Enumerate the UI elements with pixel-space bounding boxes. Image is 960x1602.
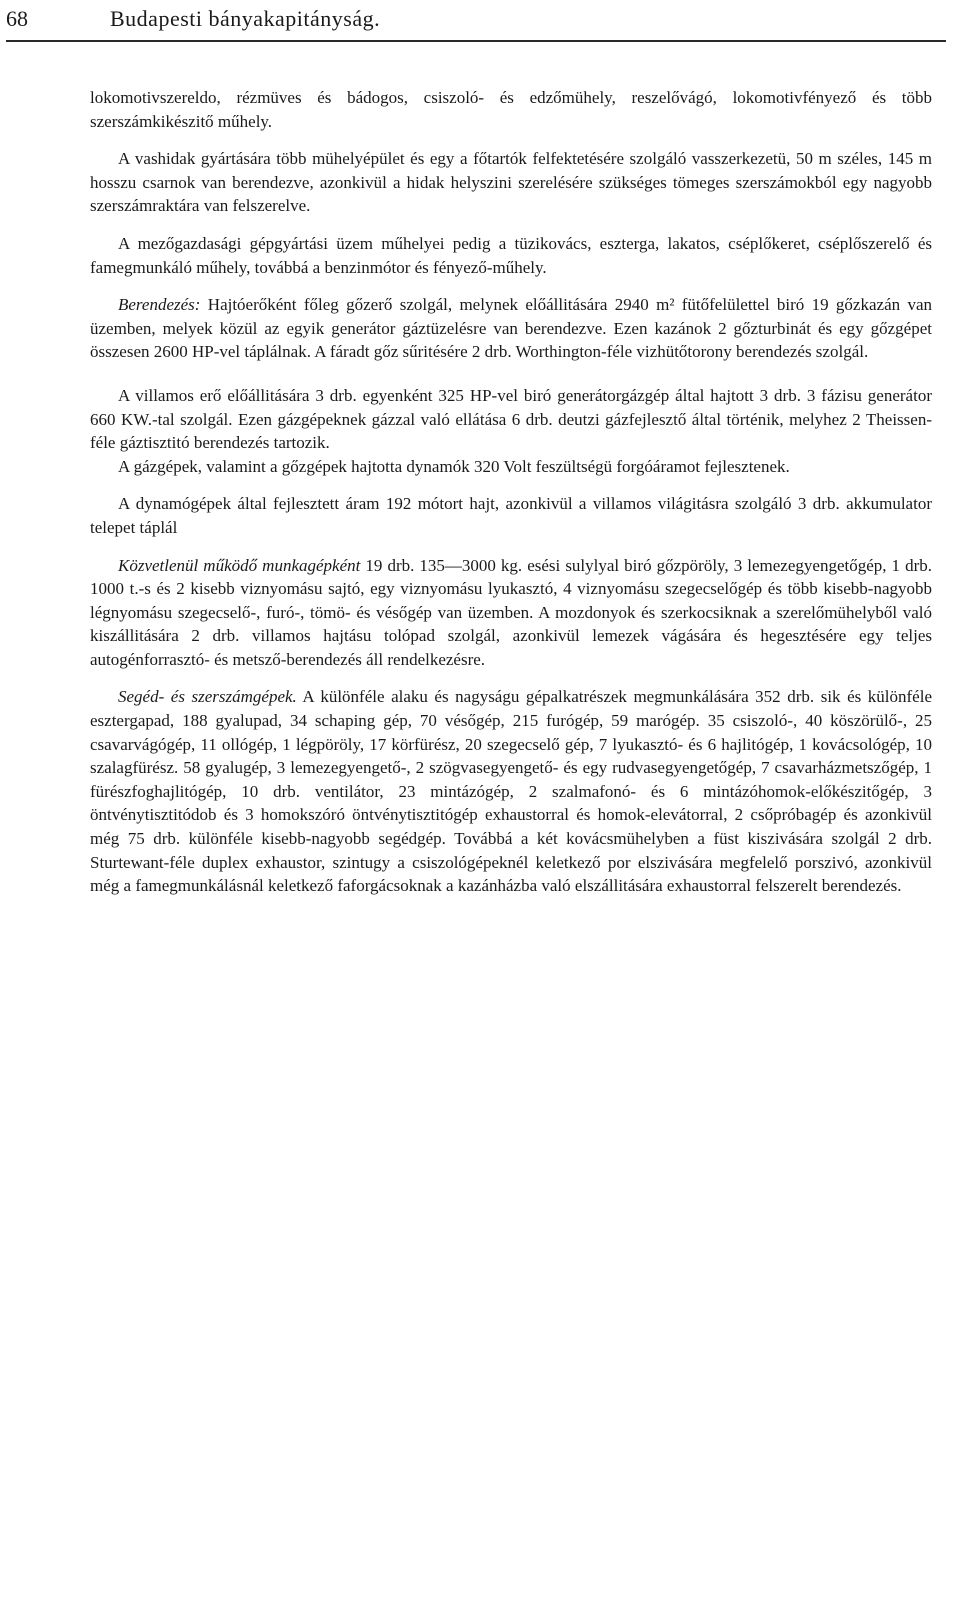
paragraph-lead-munkagepek: Közvetlenül működő munkagépként [118,555,361,575]
paragraph-continuation: lokomotivszereldo, rézmüves és bádogos, csiszoló- és edzőmühely, reszelővágó, lokomotivfényező és több szerszámkikészitő műhely. [90,88,932,131]
paragraph-vashidak: A vashidak gyártására több mühelyépület és egy a főtartók felfektetésére szolgáló vasszerkezetü, 50 m széles, 145 m hosszu csarnok van berendezve, azonkivül a hidak helyszini szerelésére szükséges tömeges szerszámokból egy nagyobb szerszámraktára van felszerelve. [90,149,932,216]
paragraph-szerszamgepek [90,685,932,897]
paragraph-dynamogepek: A dynamógépek által fejlesztett áram 192 mótort hajt, azonkivül a villamos világitásra szolgáló 3 drb. akkumulator telepet táplál [90,494,932,537]
running-head: Budapesti bányakapitányság. [110,6,381,31]
paragraph-villamos-ero: A villamos erő előállitására 3 drb. egyenként 325 HP-vel biró generátorgázgép által hajtott 3 drb. 3 fázisu generátor 660 KW.-tal szolgál. Ezen gázgépeknek gázzal való ellátása 6 drb. deutzi gázfejlesztő által történik, melyhez 2 Theissen-féle gáztisztitó berendezés tartozik. [90,385,932,453]
paragraph-munkagepek [90,554,932,672]
paragraph-lead-berendezes: Berendezés: [118,295,201,315]
paragraph-body-munkagepek: 19 drb. 135—3000 kg. esési sulylyal biró gőzpöröly, 3 lemezegyengetőgép, 1 drb. 1000 t.-s és 2 kisebb viznyomásu sajtó, egy viznyomásu lyukasztó, 4 viznyomásu szegecselőgép és több kisebb-nagyobb légnyomásu szegecselő-, furó-, tömö- és vésőgép van üzemben. A mozdonyok és szerkocsiknak a szerelőmühelyből való kiszállitására 2 drb. villamos hajtásu tolópad szolgál, azonkivül lemezek vágására és hegesztésére egy teljes autogénforrasztó- és metsző-berendezés áll rendelkezésre. [90,555,933,669]
paragraph-body-berendezes: Hajtóerőként főleg gőzerő szolgál, melynek előállitására 2940 m² fütőfelülettel biró 19 gőzkazán van üzemben, melyek közül az egyik generátor gáztüzelésre van berendezve. Ezen kazánok 2 gőzturbinát és egy gőzgépet összesen 2600 HP-vel táplálnak. A fáradt gőz sűritésére 2 drb. Worthington-féle vizhütőtorony berendezés szolgál. [90,295,932,362]
body-text [90,86,932,898]
paragraph-lead-szerszamgepek: Segéd- és szerszámgépek. [118,687,297,707]
paragraph-berendezes [90,293,932,364]
paragraph-body-szerszamgepek: A különféle alaku és nagyságu gépalkatrészek megmunkálására 352 drb. sik és különféle esztergapad, 188 gyalupad, 34 schaping gép, 70 vésőgép, 215 furógép, 59 marógép. 35 csiszoló-, 40 köszörülő-, 25 csavarvágógép, 11 ollógép, 1 légpöröly, 17 körfürész, 20 szegecselő gép, 7 lyukasztó- és 6 hajlitógép, 1 kovácsológép, 10 szalagfürész. 58 gyalugép, 3 lemezegyengető-, 2 szögvasegyengető- és egy rudvasegyengetőgép, 7 csavarházmetszőgép, 1 fürészfoghajlitógép, 10 drb. ventilátor, 23 mintázógép, 2 szalmafonó- és 6 mintázóhomok-előkészitőgép, 3 öntvénytisztitódob és 3 homokszóró öntvénytisztitógép exhaustorral és homok-elevátorral, 2 csőpróbagép és azonkivül még 75 drb. különféle kisebb-nagyobb segédgép. Továbbá a két kovácsmühelyben a füst kiszivására szolgál 2 drb. Sturtewant-féle duplex exhaustor, szintugy a csiszológépeknél keletkező por elszivására megfelelő porszivó, azonkivül még a famegmunkálásnál keletkező faforgácsoknak a kazánházba való elszállitására exhaustorral felszerelt berendezés. [90,687,933,896]
paragraph-gazgepek: A gázgépek, valamint a gőzgépek hajtotta dynamók 320 Volt feszültségü forgóáramot fejlesztenek. [118,456,790,476]
page-number: 68 [6,6,28,31]
paragraph-mezogazdasagi: A mezőgazdasági gépgyártási üzem műhelyei pedig a tüzikovács, eszterga, lakatos, cséplőkeret, cséplőszerelő és famegmunkáló műhely, továbbá a benzinmótor és fényező-műhely. [90,233,932,277]
header-rule [6,40,946,42]
page-header [6,6,946,42]
